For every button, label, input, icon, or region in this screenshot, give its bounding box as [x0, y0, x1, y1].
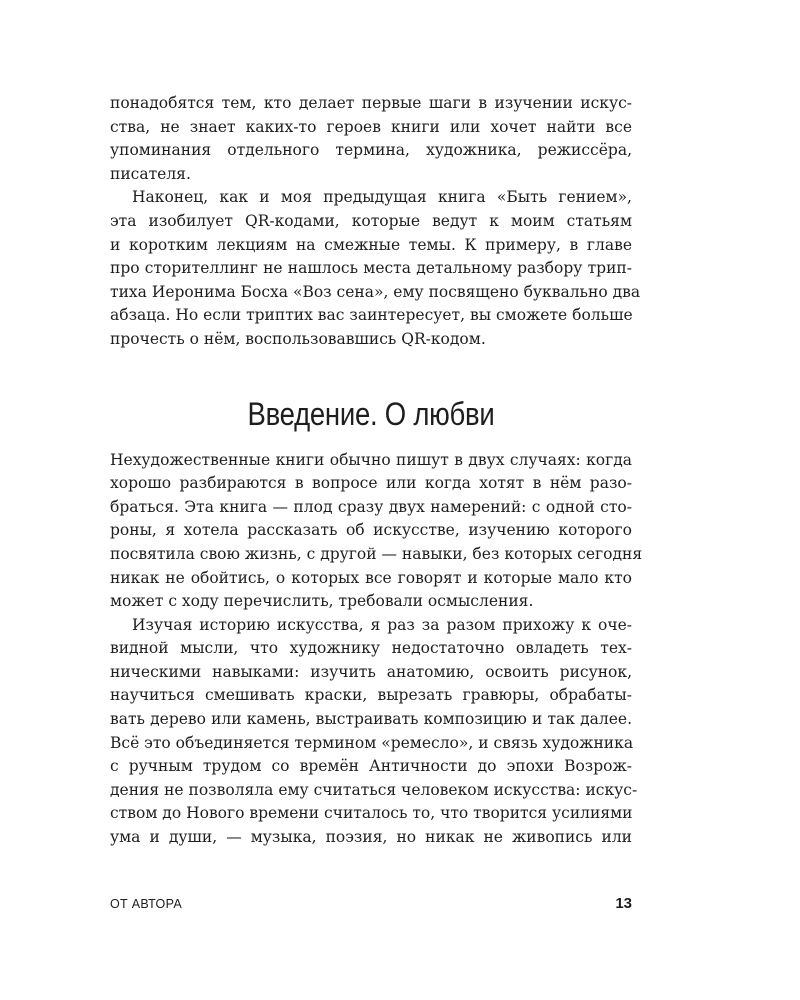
text-line: видной мысли, что художнику недостаточно овладеть тех- [110, 639, 632, 658]
text-line: Всё это объединяется термином «ремесло», и связь художника [110, 733, 634, 752]
text-line: ством до Нового времени считалось то, что творится усилиями [110, 804, 633, 823]
text-line: писателя. [110, 164, 191, 183]
running-title: ОТ АВТОРА [110, 897, 183, 911]
bottom-text-block [110, 449, 643, 850]
paragraph [110, 449, 643, 614]
text-line: научиться смешивать краски, вырезать гравюры, обрабаты- [110, 686, 632, 705]
text-line: браться. Эта книга — плод сразу двух намерений: с одной сто- [110, 497, 632, 516]
text-line: ства, не знает каких-то героев книги или хочет найти все [110, 117, 632, 136]
section-heading: Введение. О любви [247, 395, 495, 432]
paragraph [110, 92, 632, 186]
top-text-block [110, 92, 641, 352]
text-line: роны, я хотела рассказать об искусстве, изучению которого [110, 521, 632, 540]
text-line: понадобятся тем, кто делает первые шаги в изучении искус- [110, 94, 632, 112]
text-line: хорошо разбираются в вопросе или когда хотят в нём разо- [110, 474, 632, 493]
paragraph [110, 614, 638, 850]
text-line: Изучая историю искусства, я раз за разом прихожу к оче- [132, 615, 632, 634]
text-line: посвятила свою жизнь, с другой — навыки, без которых сегодня [110, 544, 643, 563]
text-line: ума и души, — музыка, поэзия, но никак не живопись или [110, 828, 632, 847]
text-line: прочесть о нём, воспользовавшись QR-кодом. [110, 329, 486, 348]
text-line: про сторителлинг не нашлось места детальному разбору трип- [110, 259, 632, 278]
text-line: Нехудожественные книги обычно пишут в двух случаях: когда [110, 450, 632, 469]
text-line: и коротким лекциям на смежные темы. К примеру, в главе [110, 235, 632, 254]
text-line: эта изобилует QR-кодами, которые ведут к моим статьям [110, 211, 632, 230]
text-line: может с ходу перечислить, требовали осмысления. [110, 592, 534, 611]
text-line: никак не обойтись, о которых все говорят и которые мало кто [110, 568, 632, 587]
text-line: упоминания отдельного термина, художника, режиссёра, [110, 141, 632, 160]
paragraph [110, 186, 641, 351]
text-line: тиха Иеронима Босха «Воз сена», ему посвящено буквально два [110, 282, 641, 301]
text-line: с ручным трудом со времён Античности до эпохи Возрож- [110, 757, 632, 776]
page-number: 13 [615, 895, 632, 912]
page-footer [110, 895, 632, 915]
text-line: ническими навыками: изучить анатомию, освоить рисунок, [110, 662, 632, 681]
text-line: Наконец, как и моя предыдущая книга «Быть гением», [132, 188, 632, 207]
text-line: вать дерево или камень, выстраивать композицию и так далее. [110, 710, 632, 729]
page-body [110, 92, 643, 850]
text-line: дения не позволяла ему считаться человеком искусства: искус- [110, 780, 638, 799]
text-line: абзаца. Но если триптих вас заинтересует, вы сможете больше [110, 306, 633, 325]
